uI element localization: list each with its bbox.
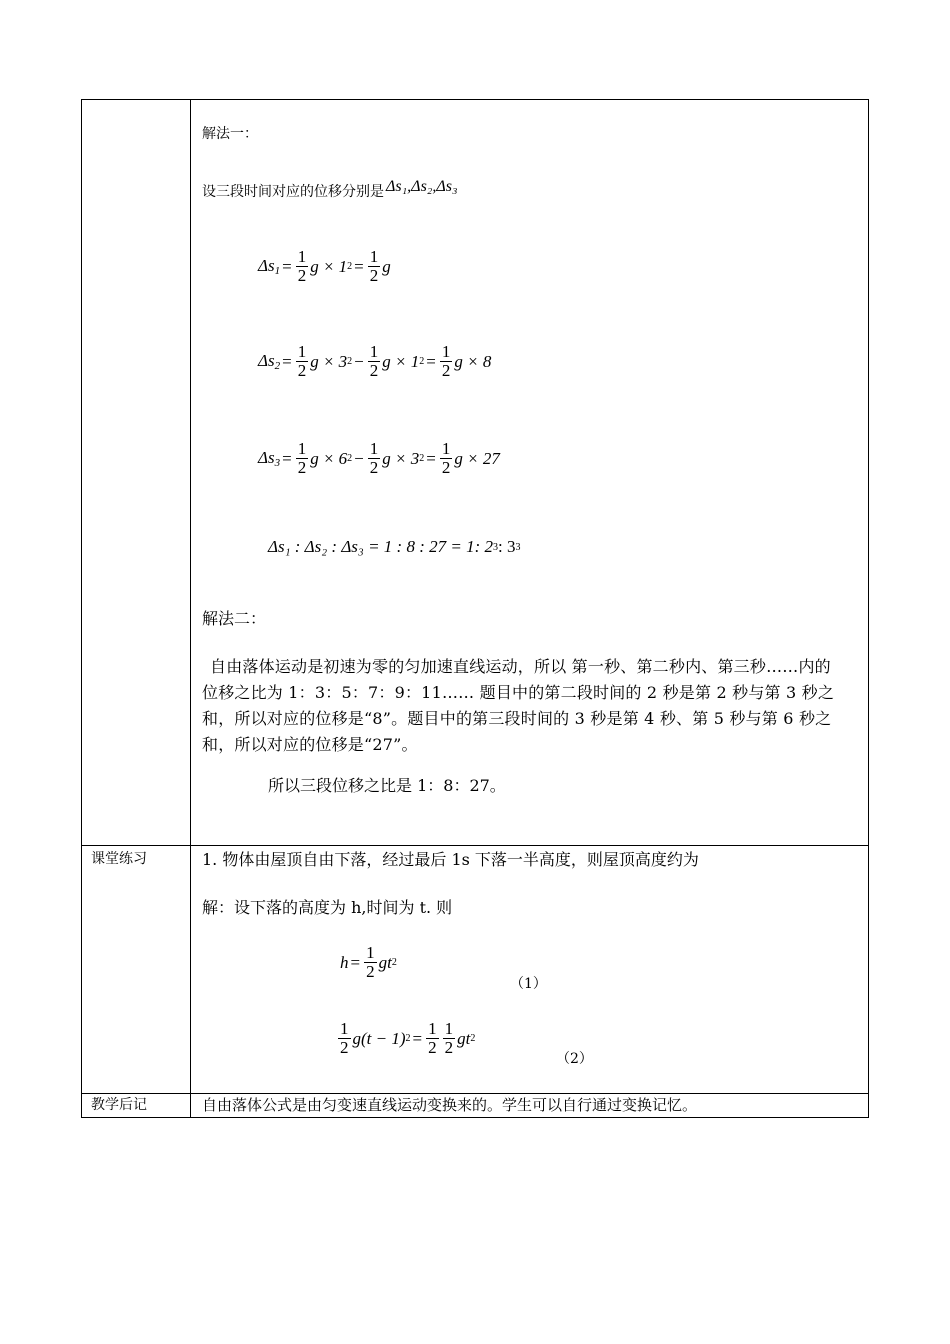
equation-delta-s2: $\Delta s_2$ = $\frac{1}{2}$ g × 3 2 − $\frac{1}{2}$ g × 1 2 = $\frac{1}{2}$ g × 8 [258, 342, 492, 380]
table-left-border [81, 99, 82, 1118]
solution-one-intro: 设三段时间对应的位移分别是 Δs₁,Δs₂,Δs₃ [202, 178, 458, 200]
table-top-border [81, 99, 869, 100]
equation-delta-s1: $\Delta s_1$ = $\frac{1}{2}$ g × 1 2 = $\frac{1}{2}$ g [258, 247, 391, 285]
row-divider-1 [81, 845, 869, 846]
delta-list: Δs₁,Δs₂,Δs₃ [386, 178, 458, 195]
equation-delta-s3: $\Delta s_3$ = $\frac{1}{2}$ g × 6 2 − $\frac{1}{2}$ g × 3 2 = $\frac{1}{2}$ g × 27 [258, 439, 500, 477]
solution-two-heading: 解法二： [202, 609, 267, 628]
practice-equation-2: $\frac{1}{2}$ g(t − 1) 2 = $\frac{1}{2}$ $\frac{1}{2}$ gt 2 [340, 1019, 476, 1057]
table-bottom-border [81, 1117, 869, 1118]
column-divider [190, 99, 191, 1118]
row-divider-2 [81, 1093, 869, 1094]
solution-two-paragraph: 自由落体运动是初速为零的匀加速直线运动，所以 第一秒、第二秒内、第三秒……内的位移之比为 1：3：5：7：9：11…… 题目中的第二段时间的 2 秒是第 2 秒与第 3 秒之和，所以对应的位移是“8”。题目中的第三段时间的 3 秒是第 4 秒、第 5 秒与第 6 秒之和，所以对应的位移是“27”。 [202, 657, 835, 754]
practice-label: 课堂练习 [91, 851, 147, 867]
table-right-border [868, 99, 869, 1118]
solution-one-heading: 解法一： [202, 126, 258, 142]
reflection-label: 教学后记 [91, 1097, 147, 1113]
equation-tag-2: （2） [556, 1051, 593, 1067]
practice-answer-intro: 解：设下落的高度为 h,时间为 t. 则 [202, 898, 453, 917]
solution-two-conclusion: 所以三段位移之比是 1：8：27。 [268, 776, 506, 795]
ratio-equation: Δs₁ : Δs₂ : Δs₃ = 1 : 8 : 27 = 1: 2 3 : 3 3 [268, 537, 521, 556]
practice-equation-1: h = $\frac{1}{2}$ gt 2 [340, 943, 397, 981]
practice-question: 1. 物体由屋顶自由下落，经过最后 1s 下落一半高度，则屋顶高度约为 [202, 850, 699, 869]
equation-tag-1: （1） [510, 976, 547, 992]
reflection-text: 自由落体公式是由匀变速直线运动变换来的。学生可以自行通过变换记忆。 [202, 1096, 698, 1114]
